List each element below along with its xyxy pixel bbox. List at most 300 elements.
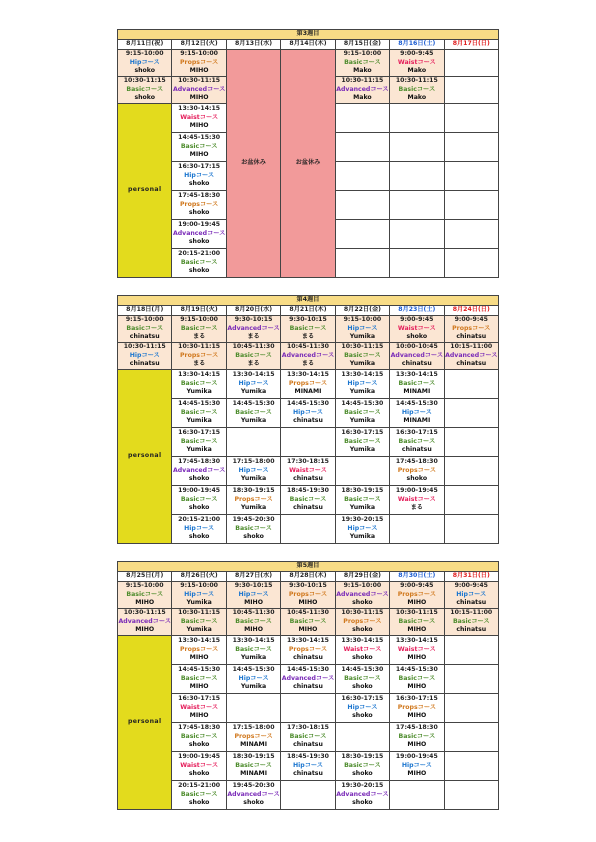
empty-slot [444,133,498,162]
instructor-name: MIHO [135,626,155,634]
class-course [281,352,334,361]
class-course [227,591,280,600]
class-time: 20:15-21:00 [178,250,221,258]
class-slot [444,609,498,636]
week-title: 第4週目 [118,296,499,306]
class-time: 10:30-11:15 [341,343,384,351]
class-course [172,325,225,334]
empty-slot [226,428,280,457]
class-slot [390,457,444,486]
class-slot [226,781,280,810]
class-course [172,733,225,742]
day-header: 8月12日(火) [172,40,226,50]
class-course [390,733,443,742]
instructor-name: MIHO [189,683,209,691]
instructor-name: Yumika [240,475,267,483]
instructor-name: MIHO [189,151,209,159]
empty-slot [390,781,444,810]
course-suffix: コース [253,524,272,532]
course-suffix: コース [250,379,269,387]
day-header-row [118,40,499,50]
empty-slot [444,752,498,781]
schedule-row [118,609,499,636]
class-course [227,352,280,361]
class-slot [226,582,280,609]
course-name: Basic [235,761,254,769]
day-header: 8月20日(水) [226,306,280,316]
course-suffix: コース [362,408,381,416]
class-slot [281,665,335,694]
week-title-row [118,30,499,40]
course-name: Hip [401,761,414,769]
class-time: 19:45-20:30 [232,782,275,790]
course-name: Waist [180,703,200,711]
class-time: 9:15-10:00 [343,50,382,58]
class-time: 16:30-17:15 [395,695,438,703]
class-slot [390,665,444,694]
course-name: Hip [238,590,251,598]
schedule-row [118,486,499,515]
class-course [172,259,225,268]
class-time: 14:45-15:30 [286,400,329,408]
class-course [336,618,389,627]
class-course [281,733,334,742]
empty-slot [335,457,389,486]
course-suffix: コース [359,524,378,532]
course-suffix: コース [199,379,218,387]
course-name: Hip [456,590,468,598]
course-suffix: コース [199,761,219,769]
schedule-row [118,428,499,457]
day-header: 8月23日(土) [390,306,444,316]
class-course [118,59,171,68]
class-time: 19:00-19:45 [178,487,221,495]
class-slot [335,428,389,457]
course-name: Basic [235,408,254,416]
class-course [390,467,443,476]
course-suffix: コース [199,142,218,150]
course-name: Basic [180,408,200,416]
course-name: Advanced [281,674,316,682]
class-course [227,467,280,476]
class-time: 19:30-20:15 [341,782,384,790]
class-slot [335,582,389,609]
class-slot [335,486,389,515]
class-time: 14:45-15:30 [232,666,275,674]
day-header-row [118,306,499,316]
course-suffix: コース [304,408,323,416]
course-suffix: コース [199,58,219,66]
course-name: Basic [344,351,363,359]
class-course [336,59,389,68]
course-name: Hip [347,324,360,332]
course-name: Basic [398,437,417,445]
course-suffix: コース [472,324,491,332]
class-slot [390,752,444,781]
class-slot [390,343,444,370]
instructor-name: MINAMI [240,770,267,778]
course-name: Basic [126,324,145,332]
course-suffix: コース [144,324,164,332]
class-time: 9:15-10:00 [180,582,218,590]
course-name: Waist [397,495,418,503]
course-name: Basic [289,732,309,740]
instructor-name: まる [301,360,315,368]
class-course [336,675,389,684]
class-slot [172,399,226,428]
class-slot [226,399,280,428]
course-suffix: コース [207,229,226,237]
course-suffix: コース [362,58,381,66]
course-suffix: コース [141,351,160,359]
class-slot [390,50,444,77]
class-course [336,409,389,418]
class-time: 19:00-19:45 [395,487,438,495]
empty-slot [335,133,389,162]
class-course [281,618,334,627]
class-time: 10:30-11:15 [395,609,438,617]
class-time: 9:30-10:15 [289,316,327,324]
course-suffix: コース [308,324,327,332]
instructor-name: shoko [352,626,373,634]
instructor-name: まる [192,360,206,368]
course-name: Advanced [336,85,371,93]
class-slot [335,316,389,343]
instructor-name: shoko [352,799,373,807]
course-suffix: コース [362,437,381,445]
course-suffix: コース [199,703,219,711]
course-suffix: コース [253,617,272,625]
class-time: 13:30-14:15 [341,371,384,379]
course-suffix: コース [417,324,436,332]
class-course [172,59,225,68]
course-suffix: コース [253,351,272,359]
course-suffix: コース [195,590,215,598]
class-time: 18:30-19:15 [232,487,275,495]
course-suffix: コース [199,495,218,503]
empty-slot [335,191,389,220]
closed-cell: お盆休み [281,50,335,278]
class-time: 13:30-14:15 [232,637,275,645]
class-time: 13:30-14:15 [395,637,438,645]
class-slot [335,515,389,544]
course-name: Hip [184,524,196,532]
class-time: 17:45-18:30 [178,458,221,466]
instructor-name: MIHO [189,67,209,75]
instructor-name: MIHO [407,741,427,749]
schedule-row [118,752,499,781]
class-slot [390,486,444,515]
instructor-name: まる [247,360,260,368]
instructor-name: まる [247,333,260,341]
course-name: Hip [238,466,251,474]
instructor-name: shoko [352,683,373,691]
course-name: Advanced [172,85,208,93]
course-name: Hip [347,703,360,711]
class-slot [226,316,280,343]
schedule-row [118,50,499,77]
class-time: 9:00-9:45 [400,582,434,590]
class-slot [390,428,444,457]
course-suffix: コース [362,351,381,359]
day-header-row [118,572,499,582]
class-course [172,143,225,152]
course-suffix: コース [199,200,219,208]
class-slot [281,752,335,781]
instructor-name: MINAMI [403,388,431,396]
instructor-name: Mako [353,94,372,102]
day-header: 8月31日(日) [444,572,498,582]
class-time: 9:00-9:45 [454,316,488,324]
course-name: Basic [452,617,472,625]
empty-slot [281,428,335,457]
course-suffix: コース [261,790,280,798]
course-name: Props [234,495,255,503]
course-name: Basic [180,674,200,682]
instructor-name: shoko [243,799,264,807]
course-name: Props [180,200,200,208]
instructor-name: shoko [352,770,373,778]
course-suffix: コース [467,590,487,598]
course-name: Hip [292,761,305,769]
class-course [336,438,389,447]
empty-slot [335,162,389,191]
day-header: 8月27日(水) [226,572,280,582]
course-suffix: コース [362,495,381,503]
class-time: 14:45-15:30 [395,666,438,674]
course-suffix: コース [199,645,219,653]
empty-slot [390,162,444,191]
instructor-name: chinatsu [456,599,487,607]
class-slot [390,694,444,723]
class-slot [172,636,226,665]
class-course [390,86,443,95]
instructor-name: MIHO [407,770,427,778]
day-header: 8月21日(木) [281,306,335,316]
class-time: 10:30-11:15 [178,343,221,351]
class-time: 17:30-18:15 [286,724,329,732]
class-course [336,762,389,771]
course-suffix: コース [417,703,436,711]
empty-slot [444,104,498,133]
class-time: 10:30-11:15 [123,609,166,617]
class-course [390,409,443,418]
instructor-name: chinatsu [293,770,323,778]
class-slot [226,609,280,636]
class-time: 9:15-10:00 [125,316,164,324]
empty-slot [390,515,444,544]
class-time: 16:30-17:15 [178,429,221,437]
class-time: 9:15-10:00 [125,50,164,58]
class-time: 17:45-18:30 [178,192,221,200]
instructor-name: chinatsu [293,654,323,662]
instructor-name: shoko [188,799,210,807]
course-suffix: コース [207,466,226,474]
course-name: Advanced [445,351,480,359]
instructor-name: shoko [406,475,428,483]
class-slot [390,370,444,399]
instructor-name: shoko [188,770,210,778]
course-suffix: コース [261,324,280,332]
empty-slot [281,515,335,544]
course-suffix: コース [417,645,436,653]
class-course [227,762,280,771]
course-suffix: コース [254,732,273,740]
empty-slot [390,220,444,249]
week-5-schedule [117,561,499,810]
class-time: 19:00-19:45 [178,753,221,761]
class-course [172,438,225,447]
class-slot [226,636,280,665]
class-course [336,380,389,389]
class-course [336,325,389,334]
course-suffix: コース [144,590,164,598]
course-name: Basic [398,732,417,740]
class-course [390,591,443,600]
personal-label: personal [118,370,172,544]
course-name: Hip [347,524,360,532]
class-slot [281,457,335,486]
class-time: 18:30-19:15 [341,753,384,761]
course-suffix: コース [199,258,218,266]
class-course [227,675,280,684]
class-time: 10:15-11:00 [450,609,493,617]
course-suffix: コース [362,761,381,769]
course-suffix: コース [308,590,328,598]
class-course [281,467,334,476]
class-slot [172,249,226,278]
instructor-name: MINAMI [294,388,322,396]
course-name: Props [288,379,309,387]
instructor-name: Yumika [240,683,267,691]
course-name: Advanced [281,351,316,359]
instructor-name: chinatsu [293,417,323,425]
empty-slot [335,220,389,249]
instructor-name: shoko [134,67,155,75]
course-name: Basic [235,524,254,532]
instructor-name: まる [192,333,206,341]
empty-slot [444,50,498,77]
course-suffix: コース [253,408,272,416]
class-course [336,704,389,713]
class-slot [335,781,389,810]
instructor-name: Yumika [349,360,376,368]
class-time: 13:30-14:15 [178,105,221,113]
class-time: 16:30-17:15 [395,429,438,437]
class-slot [444,343,498,370]
instructor-name: MINAMI [240,741,267,749]
class-course [336,591,389,600]
empty-slot [444,428,498,457]
class-time: 18:30-19:15 [232,753,275,761]
class-course [118,325,171,334]
course-suffix: コース [195,524,215,532]
week-title-row [118,296,499,306]
course-suffix: コース [144,85,164,93]
class-slot [335,50,389,77]
class-slot [172,609,226,636]
empty-slot [444,665,498,694]
class-course [227,791,280,800]
instructor-name: shoko [352,654,373,662]
instructor-name: Yumika [349,533,376,541]
course-suffix: コース [253,645,272,653]
empty-slot [444,723,498,752]
empty-slot [444,370,498,399]
instructor-name: MIHO [189,712,209,720]
class-course [445,618,498,627]
course-name: Basic [289,617,309,625]
instructor-name: chinatsu [401,360,432,368]
course-suffix: コース [424,351,444,359]
instructor-name: MIHO [244,626,263,634]
class-course [445,591,498,600]
course-name: Props [180,351,200,359]
class-time: 18:30-19:15 [341,487,384,495]
class-course [172,675,225,684]
course-suffix: コース [417,466,436,474]
course-suffix: コース [359,379,378,387]
course-name: Basic [344,408,363,416]
class-course [227,525,280,534]
class-slot [335,370,389,399]
class-time: 10:45-11:30 [232,609,275,617]
course-suffix: コース [416,674,436,682]
class-course [281,646,334,655]
class-course [172,467,225,476]
course-suffix: コース [308,466,327,474]
course-name: Hip [347,379,360,387]
schedule-row [118,316,499,343]
instructor-name: Mako [353,67,372,75]
class-course [281,325,334,334]
course-suffix: コース [370,85,389,93]
class-time: 13:30-14:15 [395,371,438,379]
class-course [227,380,280,389]
class-course [390,646,443,655]
class-course [118,618,171,627]
class-slot [281,343,335,370]
instructor-name: shoko [243,533,264,541]
class-slot [118,50,172,77]
class-slot [172,370,226,399]
class-time: 13:30-14:15 [178,637,221,645]
instructor-name: shoko [188,504,210,512]
week-4-schedule [117,295,499,544]
course-suffix: コース [417,590,436,598]
class-slot [172,191,226,220]
course-suffix: コース [207,85,226,93]
class-course [172,172,225,181]
schedule-row [118,636,499,665]
course-name: Basic [180,142,200,150]
instructor-name: Yumika [240,654,267,662]
class-course [118,591,171,600]
instructor-name: shoko [188,209,210,217]
instructor-name: MIHO [298,626,318,634]
class-time: 14:45-15:30 [178,134,221,142]
class-time: 10:45-11:30 [286,609,329,617]
class-slot [172,343,226,370]
class-course [172,230,225,239]
instructor-name: MIHO [407,712,427,720]
class-slot [172,220,226,249]
day-header: 8月19日(火) [172,306,226,316]
class-time: 18:45-19:30 [286,487,329,495]
schedule-row [118,582,499,609]
class-time: 10:30-11:15 [178,77,221,85]
class-time: 19:00-19:45 [395,753,438,761]
